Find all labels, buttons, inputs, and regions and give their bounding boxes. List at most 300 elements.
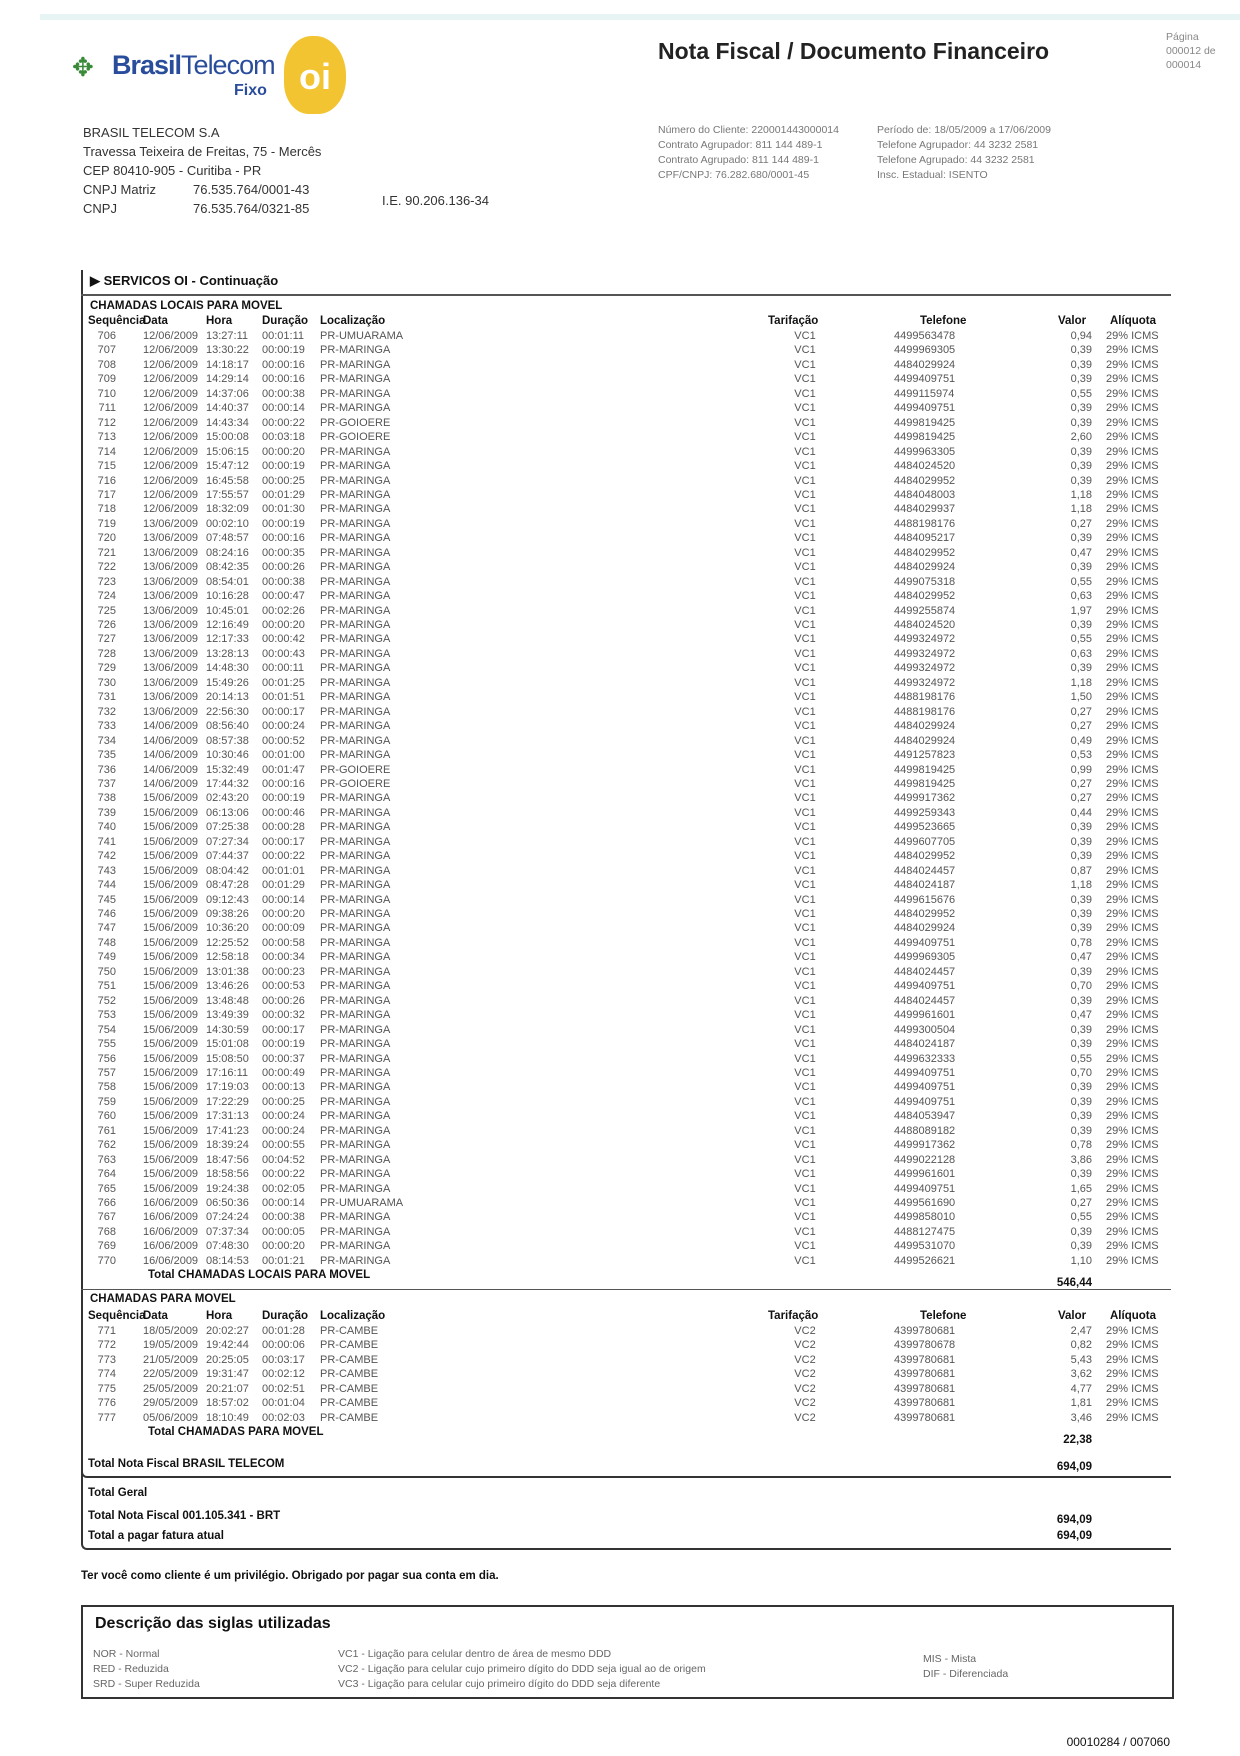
cell-localizacao: PR-MARINGA bbox=[320, 676, 391, 689]
cell-hora: 10:45:01 bbox=[206, 604, 249, 617]
cell-sequencia: 763 bbox=[97, 1153, 116, 1166]
cell-telefone: 4499632333 bbox=[894, 1052, 956, 1065]
cell-data: 16/06/2009 bbox=[143, 1254, 199, 1267]
cell-duracao: 00:01:00 bbox=[262, 749, 305, 762]
cell-localizacao: PR-MARINGA bbox=[320, 1153, 391, 1166]
cell-hora: 17:44:32 bbox=[206, 777, 249, 790]
cell-aliquota: 29% ICMS bbox=[1106, 1153, 1159, 1166]
cell-duracao: 00:01:29 bbox=[262, 879, 305, 892]
contrato-agrupado: Contrato Agrupado: 811 144 489-1 bbox=[658, 154, 819, 166]
column-header-telefone: Telefone bbox=[920, 1310, 967, 1322]
cell-tarifacao: VC1 bbox=[794, 590, 816, 603]
cell-tarifacao: VC1 bbox=[794, 662, 816, 675]
cell-localizacao: PR-MARINGA bbox=[320, 1110, 391, 1123]
cell-tarifacao: VC1 bbox=[794, 431, 816, 444]
cell-hora: 17:16:11 bbox=[206, 1066, 249, 1079]
cell-telefone: 4499969305 bbox=[894, 344, 956, 357]
cell-localizacao: PR-MARINGA bbox=[320, 908, 391, 920]
cell-aliquota: 29% ICMS bbox=[1106, 1038, 1159, 1051]
cell-telefone: 4488198176 bbox=[894, 691, 956, 704]
cell-hora: 18:47:56 bbox=[206, 1153, 249, 1166]
cell-aliquota: 29% ICMS bbox=[1106, 1081, 1159, 1094]
table-row bbox=[0, 373, 1240, 388]
table-row bbox=[0, 735, 1240, 750]
cell-localizacao: PR-MARINGA bbox=[320, 1081, 391, 1094]
cell-tarifacao: VC1 bbox=[794, 691, 816, 704]
cell-tarifacao: VC1 bbox=[794, 474, 816, 487]
table-row bbox=[0, 1325, 1240, 1340]
cell-localizacao: PR-MARINGA bbox=[320, 517, 391, 530]
cell-localizacao: PR-UMUARAMA bbox=[320, 1197, 404, 1209]
table-row bbox=[0, 720, 1240, 735]
cell-duracao: 00:01:21 bbox=[262, 1254, 305, 1267]
cell-data: 15/06/2009 bbox=[143, 792, 199, 805]
cell-telefone: 4488089182 bbox=[894, 1124, 956, 1137]
cell-hora: 22:56:30 bbox=[206, 705, 249, 718]
cell-aliquota: 29% ICMS bbox=[1106, 676, 1159, 689]
cell-tarifacao: VC1 bbox=[794, 373, 816, 386]
cell-valor: 0,55 bbox=[1070, 1211, 1092, 1224]
cell-aliquota: 29% ICMS bbox=[1106, 1066, 1159, 1079]
cell-sequencia: 771 bbox=[97, 1325, 116, 1337]
cell-sequencia: 724 bbox=[97, 590, 116, 603]
cell-telefone: 4484095217 bbox=[894, 532, 956, 545]
cell-hora: 15:00:08 bbox=[206, 431, 249, 444]
cell-valor: 0,39 bbox=[1070, 965, 1092, 978]
cell-duracao: 00:00:42 bbox=[262, 633, 305, 646]
cell-sequencia: 764 bbox=[97, 1168, 116, 1181]
cell-valor: 0,63 bbox=[1070, 590, 1092, 603]
cell-hora: 14:48:30 bbox=[206, 662, 249, 675]
cell-hora: 13:28:13 bbox=[206, 647, 249, 660]
cell-valor: 0,39 bbox=[1070, 1110, 1092, 1123]
table-row bbox=[0, 807, 1240, 822]
table-row bbox=[0, 922, 1240, 937]
cell-valor: 0,39 bbox=[1070, 358, 1092, 371]
cell-data: 29/05/2009 bbox=[143, 1397, 199, 1410]
cell-hora: 15:47:12 bbox=[206, 460, 249, 473]
cell-hora: 15:06:15 bbox=[206, 445, 249, 458]
cell-sequencia: 774 bbox=[97, 1368, 116, 1381]
cell-sequencia: 768 bbox=[97, 1225, 116, 1238]
cell-tarifacao: VC2 bbox=[794, 1368, 816, 1381]
table-row bbox=[0, 1240, 1240, 1255]
cell-duracao: 00:00:25 bbox=[262, 474, 305, 487]
cell-tarifacao: VC1 bbox=[794, 546, 816, 559]
cell-localizacao: PR-MARINGA bbox=[320, 806, 391, 819]
cell-telefone: 4499819425 bbox=[894, 777, 956, 790]
brasil-telecom-mark-icon: ✥ bbox=[72, 52, 94, 82]
cnpj: 76.535.764/0321-85 bbox=[193, 201, 310, 216]
cell-duracao: 00:01:29 bbox=[262, 488, 305, 501]
column-header-valor: Valor bbox=[1058, 315, 1087, 327]
cell-aliquota: 29% ICMS bbox=[1106, 893, 1159, 906]
cell-tarifacao: VC1 bbox=[794, 864, 816, 877]
company-address: Travessa Teixeira de Freitas, 75 - Mercês bbox=[83, 144, 322, 159]
column-header-localizacao: Localização bbox=[320, 1310, 386, 1322]
cell-data: 16/06/2009 bbox=[143, 1225, 199, 1238]
cell-data: 12/06/2009 bbox=[143, 445, 199, 458]
cell-duracao: 00:00:35 bbox=[262, 546, 305, 559]
cell-data: 12/06/2009 bbox=[143, 488, 199, 501]
cell-telefone: 4484029924 bbox=[894, 734, 956, 747]
column-header-hora: Hora bbox=[206, 1310, 233, 1322]
table-row bbox=[0, 1255, 1240, 1270]
cell-tarifacao: VC1 bbox=[794, 994, 816, 1007]
cell-aliquota: 29% ICMS bbox=[1106, 1254, 1159, 1267]
cell-sequencia: 713 bbox=[97, 431, 116, 444]
cell-valor: 0,49 bbox=[1070, 734, 1092, 747]
cell-telefone: 4484029952 bbox=[894, 908, 956, 920]
cell-telefone: 4499409751 bbox=[894, 936, 956, 949]
cell-data: 15/06/2009 bbox=[143, 980, 199, 993]
cell-tarifacao: VC1 bbox=[794, 763, 816, 776]
cell-localizacao: PR-MARINGA bbox=[320, 1066, 391, 1079]
cell-hora: 10:16:28 bbox=[206, 590, 249, 603]
cell-localizacao: PR-MARINGA bbox=[320, 1052, 391, 1065]
cell-aliquota: 29% ICMS bbox=[1106, 358, 1159, 371]
cell-sequencia: 754 bbox=[97, 1023, 116, 1036]
cell-hora: 13:49:39 bbox=[206, 1009, 249, 1022]
cell-data: 22/05/2009 bbox=[143, 1368, 199, 1381]
cnpj-matriz: 76.535.764/0001-43 bbox=[193, 182, 310, 197]
cell-duracao: 00:00:34 bbox=[262, 951, 305, 964]
cell-sequencia: 706 bbox=[97, 330, 116, 342]
cell-aliquota: 29% ICMS bbox=[1106, 1397, 1159, 1410]
contrato-agrupador: Contrato Agrupador: 811 144 489-1 bbox=[658, 139, 823, 151]
cell-aliquota: 29% ICMS bbox=[1106, 691, 1159, 704]
cell-localizacao: PR-MARINGA bbox=[320, 936, 391, 949]
cell-telefone: 4484024457 bbox=[894, 965, 956, 978]
cell-telefone: 4499022128 bbox=[894, 1153, 956, 1166]
column-header-sequencia: Sequência bbox=[88, 1310, 146, 1322]
cell-sequencia: 717 bbox=[97, 488, 116, 501]
table-row bbox=[0, 547, 1240, 562]
cell-aliquota: 29% ICMS bbox=[1106, 1139, 1159, 1152]
cell-tarifacao: VC1 bbox=[794, 850, 816, 863]
scan-band bbox=[40, 14, 1240, 20]
cell-hora: 14:29:14 bbox=[206, 373, 249, 386]
cell-localizacao: PR-MARINGA bbox=[320, 445, 391, 458]
cell-aliquota: 29% ICMS bbox=[1106, 951, 1159, 964]
cell-aliquota: 29% ICMS bbox=[1106, 1182, 1159, 1195]
cell-hora: 09:12:43 bbox=[206, 893, 249, 906]
cell-hora: 08:14:53 bbox=[206, 1254, 249, 1267]
cell-telefone: 4499409751 bbox=[894, 1182, 956, 1195]
cell-duracao: 00:00:38 bbox=[262, 575, 305, 588]
total-pagar-label: Total a pagar fatura atual bbox=[88, 1530, 224, 1542]
cell-hora: 18:57:02 bbox=[206, 1397, 249, 1410]
cell-aliquota: 29% ICMS bbox=[1106, 633, 1159, 646]
cell-data: 13/06/2009 bbox=[143, 575, 199, 588]
cell-localizacao: PR-MARINGA bbox=[320, 879, 391, 892]
cell-aliquota: 29% ICMS bbox=[1106, 850, 1159, 863]
cell-aliquota: 29% ICMS bbox=[1106, 792, 1159, 805]
cell-hora: 07:44:37 bbox=[206, 850, 249, 863]
cell-valor: 1,65 bbox=[1070, 1182, 1092, 1195]
section-title bbox=[90, 273, 278, 289]
cell-telefone: 4484029937 bbox=[894, 503, 956, 516]
cell-data: 15/06/2009 bbox=[143, 879, 199, 892]
cell-tarifacao: VC1 bbox=[794, 1124, 816, 1137]
table-row bbox=[0, 388, 1240, 403]
table-row bbox=[0, 590, 1240, 605]
cell-telefone: 4484029924 bbox=[894, 720, 956, 733]
cnpj-label: CNPJ bbox=[83, 201, 117, 216]
cell-localizacao: PR-MARINGA bbox=[320, 922, 391, 935]
total-nf-value: 694,09 bbox=[1056, 1514, 1092, 1526]
cell-data: 16/06/2009 bbox=[143, 1197, 199, 1209]
cell-valor: 0,39 bbox=[1070, 1023, 1092, 1036]
cell-data: 15/06/2009 bbox=[143, 893, 199, 906]
cell-hora: 10:30:46 bbox=[206, 749, 249, 762]
table-row bbox=[0, 677, 1240, 692]
cell-duracao: 00:02:26 bbox=[262, 604, 305, 617]
cell-valor: 0,47 bbox=[1070, 546, 1092, 559]
cell-valor: 3,86 bbox=[1070, 1153, 1092, 1166]
table-row bbox=[0, 995, 1240, 1010]
page-current: 000012 de bbox=[1166, 45, 1216, 57]
cell-tarifacao: VC1 bbox=[794, 676, 816, 689]
cell-sequencia: 722 bbox=[97, 561, 116, 574]
cell-data: 14/06/2009 bbox=[143, 720, 199, 733]
cell-localizacao: PR-MARINGA bbox=[320, 575, 391, 588]
cell-valor: 0,87 bbox=[1070, 864, 1092, 877]
table-row bbox=[0, 446, 1240, 461]
cell-sequencia: 770 bbox=[97, 1254, 116, 1267]
cell-aliquota: 29% ICMS bbox=[1106, 720, 1159, 733]
cell-localizacao: PR-MARINGA bbox=[320, 749, 391, 762]
cell-valor: 0,27 bbox=[1070, 777, 1092, 790]
cell-valor: 4,77 bbox=[1070, 1382, 1092, 1395]
cell-tarifacao: VC1 bbox=[794, 517, 816, 530]
cell-data: 15/06/2009 bbox=[143, 1168, 199, 1181]
cell-aliquota: 29% ICMS bbox=[1106, 864, 1159, 877]
column-header-sequencia: Sequência bbox=[88, 315, 146, 327]
cell-duracao: 00:00:47 bbox=[262, 590, 305, 603]
cell-hora: 20:02:27 bbox=[206, 1325, 249, 1337]
cell-sequencia: 728 bbox=[97, 647, 116, 660]
cell-telefone: 4399780681 bbox=[894, 1368, 956, 1381]
cell-localizacao: PR-UMUARAMA bbox=[320, 330, 404, 342]
cell-localizacao: PR-GOIOERE bbox=[320, 431, 391, 444]
cell-tarifacao: VC1 bbox=[794, 1052, 816, 1065]
cell-tarifacao: VC1 bbox=[794, 951, 816, 964]
cell-localizacao: PR-MARINGA bbox=[320, 662, 391, 675]
legend-item: NOR - Normal bbox=[93, 1648, 160, 1660]
cell-localizacao: PR-MARINGA bbox=[320, 705, 391, 718]
cell-data: 13/06/2009 bbox=[143, 705, 199, 718]
legend-box bbox=[81, 1605, 1174, 1699]
cell-valor: 0,55 bbox=[1070, 387, 1092, 400]
table-row bbox=[0, 576, 1240, 591]
cell-duracao: 00:00:25 bbox=[262, 1095, 305, 1108]
cell-hora: 08:24:16 bbox=[206, 546, 249, 559]
cell-valor: 0,94 bbox=[1070, 330, 1092, 342]
cell-tarifacao: VC2 bbox=[794, 1382, 816, 1395]
cell-localizacao: PR-MARINGA bbox=[320, 850, 391, 863]
cell-telefone: 4399780681 bbox=[894, 1382, 956, 1395]
table-row bbox=[0, 1053, 1240, 1068]
cell-localizacao: PR-MARINGA bbox=[320, 488, 391, 501]
cell-telefone: 4499324972 bbox=[894, 647, 956, 660]
cell-localizacao: PR-CAMBE bbox=[320, 1411, 379, 1424]
cell-valor: 0,39 bbox=[1070, 474, 1092, 487]
table-row bbox=[0, 1038, 1240, 1053]
table-row bbox=[0, 966, 1240, 981]
table-row bbox=[0, 1024, 1240, 1039]
table-row bbox=[0, 836, 1240, 851]
cell-telefone: 4399780681 bbox=[894, 1325, 956, 1337]
table-row bbox=[0, 1397, 1240, 1412]
cell-localizacao: PR-MARINGA bbox=[320, 604, 391, 617]
cell-duracao: 00:00:38 bbox=[262, 1211, 305, 1224]
total-nf-brasil-value: 694,09 bbox=[1056, 1461, 1092, 1473]
cell-telefone: 4499615676 bbox=[894, 893, 956, 906]
cell-telefone: 4499324972 bbox=[894, 633, 956, 646]
legend-col-tarifas bbox=[338, 1647, 706, 1692]
cell-tarifacao: VC1 bbox=[794, 358, 816, 371]
cell-telefone: 4499917362 bbox=[894, 792, 956, 805]
cell-duracao: 00:00:16 bbox=[262, 373, 305, 386]
cell-valor: 0,99 bbox=[1070, 763, 1092, 776]
cell-data: 19/05/2009 bbox=[143, 1339, 199, 1352]
cell-duracao: 00:02:05 bbox=[262, 1182, 305, 1195]
cell-valor: 1,50 bbox=[1070, 691, 1092, 704]
table-row bbox=[0, 792, 1240, 807]
cell-sequencia: 744 bbox=[97, 879, 116, 892]
cell-sequencia: 748 bbox=[97, 936, 116, 949]
cell-telefone: 4499819425 bbox=[894, 763, 956, 776]
cell-localizacao: PR-MARINGA bbox=[320, 1139, 391, 1152]
cell-aliquota: 29% ICMS bbox=[1106, 402, 1159, 415]
company-info bbox=[83, 123, 321, 218]
cell-valor: 0,70 bbox=[1070, 1066, 1092, 1079]
cell-telefone: 4484024457 bbox=[894, 864, 956, 877]
cell-aliquota: 29% ICMS bbox=[1106, 777, 1159, 790]
table-row bbox=[0, 619, 1240, 634]
cell-sequencia: 716 bbox=[97, 474, 116, 487]
cell-valor: 0,39 bbox=[1070, 893, 1092, 906]
table-row bbox=[0, 778, 1240, 793]
cell-localizacao: PR-MARINGA bbox=[320, 387, 391, 400]
cell-sequencia: 727 bbox=[97, 633, 116, 646]
cell-data: 14/06/2009 bbox=[143, 777, 199, 790]
cell-aliquota: 29% ICMS bbox=[1106, 806, 1159, 819]
cell-data: 15/06/2009 bbox=[143, 1081, 199, 1094]
cell-sequencia: 740 bbox=[97, 821, 116, 834]
telefone-agrupador: Telefone Agrupador: 44 3232 2581 bbox=[877, 139, 1039, 151]
cell-valor: 0,39 bbox=[1070, 445, 1092, 458]
cell-aliquota: 29% ICMS bbox=[1106, 965, 1159, 978]
cell-hora: 12:17:33 bbox=[206, 633, 249, 646]
cell-valor: 0,55 bbox=[1070, 1052, 1092, 1065]
cell-sequencia: 772 bbox=[97, 1339, 116, 1352]
cell-tarifacao: VC1 bbox=[794, 835, 816, 848]
cell-hora: 18:10:49 bbox=[206, 1411, 249, 1424]
cell-hora: 14:37:06 bbox=[206, 387, 249, 400]
cell-tarifacao: VC1 bbox=[794, 460, 816, 473]
column-header-data: Data bbox=[143, 1310, 168, 1322]
cell-sequencia: 765 bbox=[97, 1182, 116, 1195]
cell-duracao: 00:00:22 bbox=[262, 1168, 305, 1181]
table-row bbox=[0, 706, 1240, 721]
column-header-aliquota: Alíquota bbox=[1110, 315, 1156, 327]
cell-aliquota: 29% ICMS bbox=[1106, 532, 1159, 545]
cell-telefone: 4491257823 bbox=[894, 749, 956, 762]
cell-sequencia: 721 bbox=[97, 546, 116, 559]
cell-hora: 12:58:18 bbox=[206, 951, 249, 964]
cell-telefone: 4499561690 bbox=[894, 1197, 956, 1209]
cell-hora: 13:48:48 bbox=[206, 994, 249, 1007]
cell-tarifacao: VC1 bbox=[794, 749, 816, 762]
cell-hora: 15:49:26 bbox=[206, 676, 249, 689]
cell-aliquota: 29% ICMS bbox=[1106, 431, 1159, 444]
column-header-valor: Valor bbox=[1058, 1310, 1087, 1322]
cell-duracao: 00:00:17 bbox=[262, 835, 305, 848]
cell-valor: 3,46 bbox=[1070, 1411, 1092, 1424]
cell-telefone: 4484029952 bbox=[894, 474, 956, 487]
cell-valor: 5,43 bbox=[1070, 1353, 1092, 1366]
cell-tarifacao: VC1 bbox=[794, 575, 816, 588]
periodo: Período de: 18/05/2009 a 17/06/2009 bbox=[877, 124, 1051, 136]
cell-hora: 14:43:34 bbox=[206, 416, 249, 429]
cell-sequencia: 732 bbox=[97, 705, 116, 718]
thanks-message: Ter você como cliente é um privilégio. Obrigado por pagar sua conta em dia. bbox=[81, 1570, 499, 1582]
total-nf-brasil-label: Total Nota Fiscal BRASIL TELECOM bbox=[88, 1458, 285, 1470]
cell-data: 13/06/2009 bbox=[143, 676, 199, 689]
cell-duracao: 00:00:19 bbox=[262, 460, 305, 473]
cell-duracao: 00:00:20 bbox=[262, 1240, 305, 1253]
legend-col-periods bbox=[93, 1647, 200, 1692]
cell-hora: 08:47:28 bbox=[206, 879, 249, 892]
cell-localizacao: PR-MARINGA bbox=[320, 1168, 391, 1181]
cell-duracao: 00:00:20 bbox=[262, 445, 305, 458]
legend-item: VC2 - Ligação para celular cujo primeiro dígito do DDD seja igual ao de origem bbox=[338, 1663, 706, 1675]
cell-data: 13/06/2009 bbox=[143, 561, 199, 574]
group-title: CHAMADAS LOCAIS PARA MOVEL bbox=[90, 300, 283, 312]
cell-localizacao: PR-MARINGA bbox=[320, 893, 391, 906]
brasil-telecom-oi-logo bbox=[72, 38, 352, 114]
cell-data: 12/06/2009 bbox=[143, 330, 199, 342]
cell-sequencia: 709 bbox=[97, 373, 116, 386]
cell-aliquota: 29% ICMS bbox=[1106, 1168, 1159, 1181]
group-total-label: Total CHAMADAS LOCAIS PARA MOVEL bbox=[148, 1269, 371, 1282]
cell-valor: 0,39 bbox=[1070, 1168, 1092, 1181]
total-pagar-value: 694,09 bbox=[1056, 1530, 1092, 1542]
footer-code: 00010284 / 007060 bbox=[1066, 1735, 1170, 1749]
cell-valor: 0,39 bbox=[1070, 1095, 1092, 1108]
cell-aliquota: 29% ICMS bbox=[1106, 387, 1159, 400]
telefone-agrupado: Telefone Agrupado: 44 3232 2581 bbox=[877, 154, 1035, 166]
table-row bbox=[0, 1139, 1240, 1154]
cell-sequencia: 708 bbox=[97, 358, 116, 371]
cell-sequencia: 735 bbox=[97, 749, 116, 762]
cell-telefone: 4499324972 bbox=[894, 676, 956, 689]
legend-item: VC1 - Ligação para celular dentro de área de mesmo DDD bbox=[338, 1648, 612, 1660]
cell-localizacao: PR-MARINGA bbox=[320, 373, 391, 386]
cell-hora: 08:56:40 bbox=[206, 720, 249, 733]
cell-duracao: 00:02:03 bbox=[262, 1411, 305, 1424]
brand-name-bold: Brasil bbox=[112, 50, 182, 80]
cell-data: 15/06/2009 bbox=[143, 835, 199, 848]
cell-duracao: 00:00:22 bbox=[262, 850, 305, 863]
cell-duracao: 00:00:16 bbox=[262, 777, 305, 790]
cell-tarifacao: VC1 bbox=[794, 908, 816, 920]
cell-valor: 0,39 bbox=[1070, 908, 1092, 920]
cell-data: 15/06/2009 bbox=[143, 965, 199, 978]
cell-valor: 0,39 bbox=[1070, 850, 1092, 863]
